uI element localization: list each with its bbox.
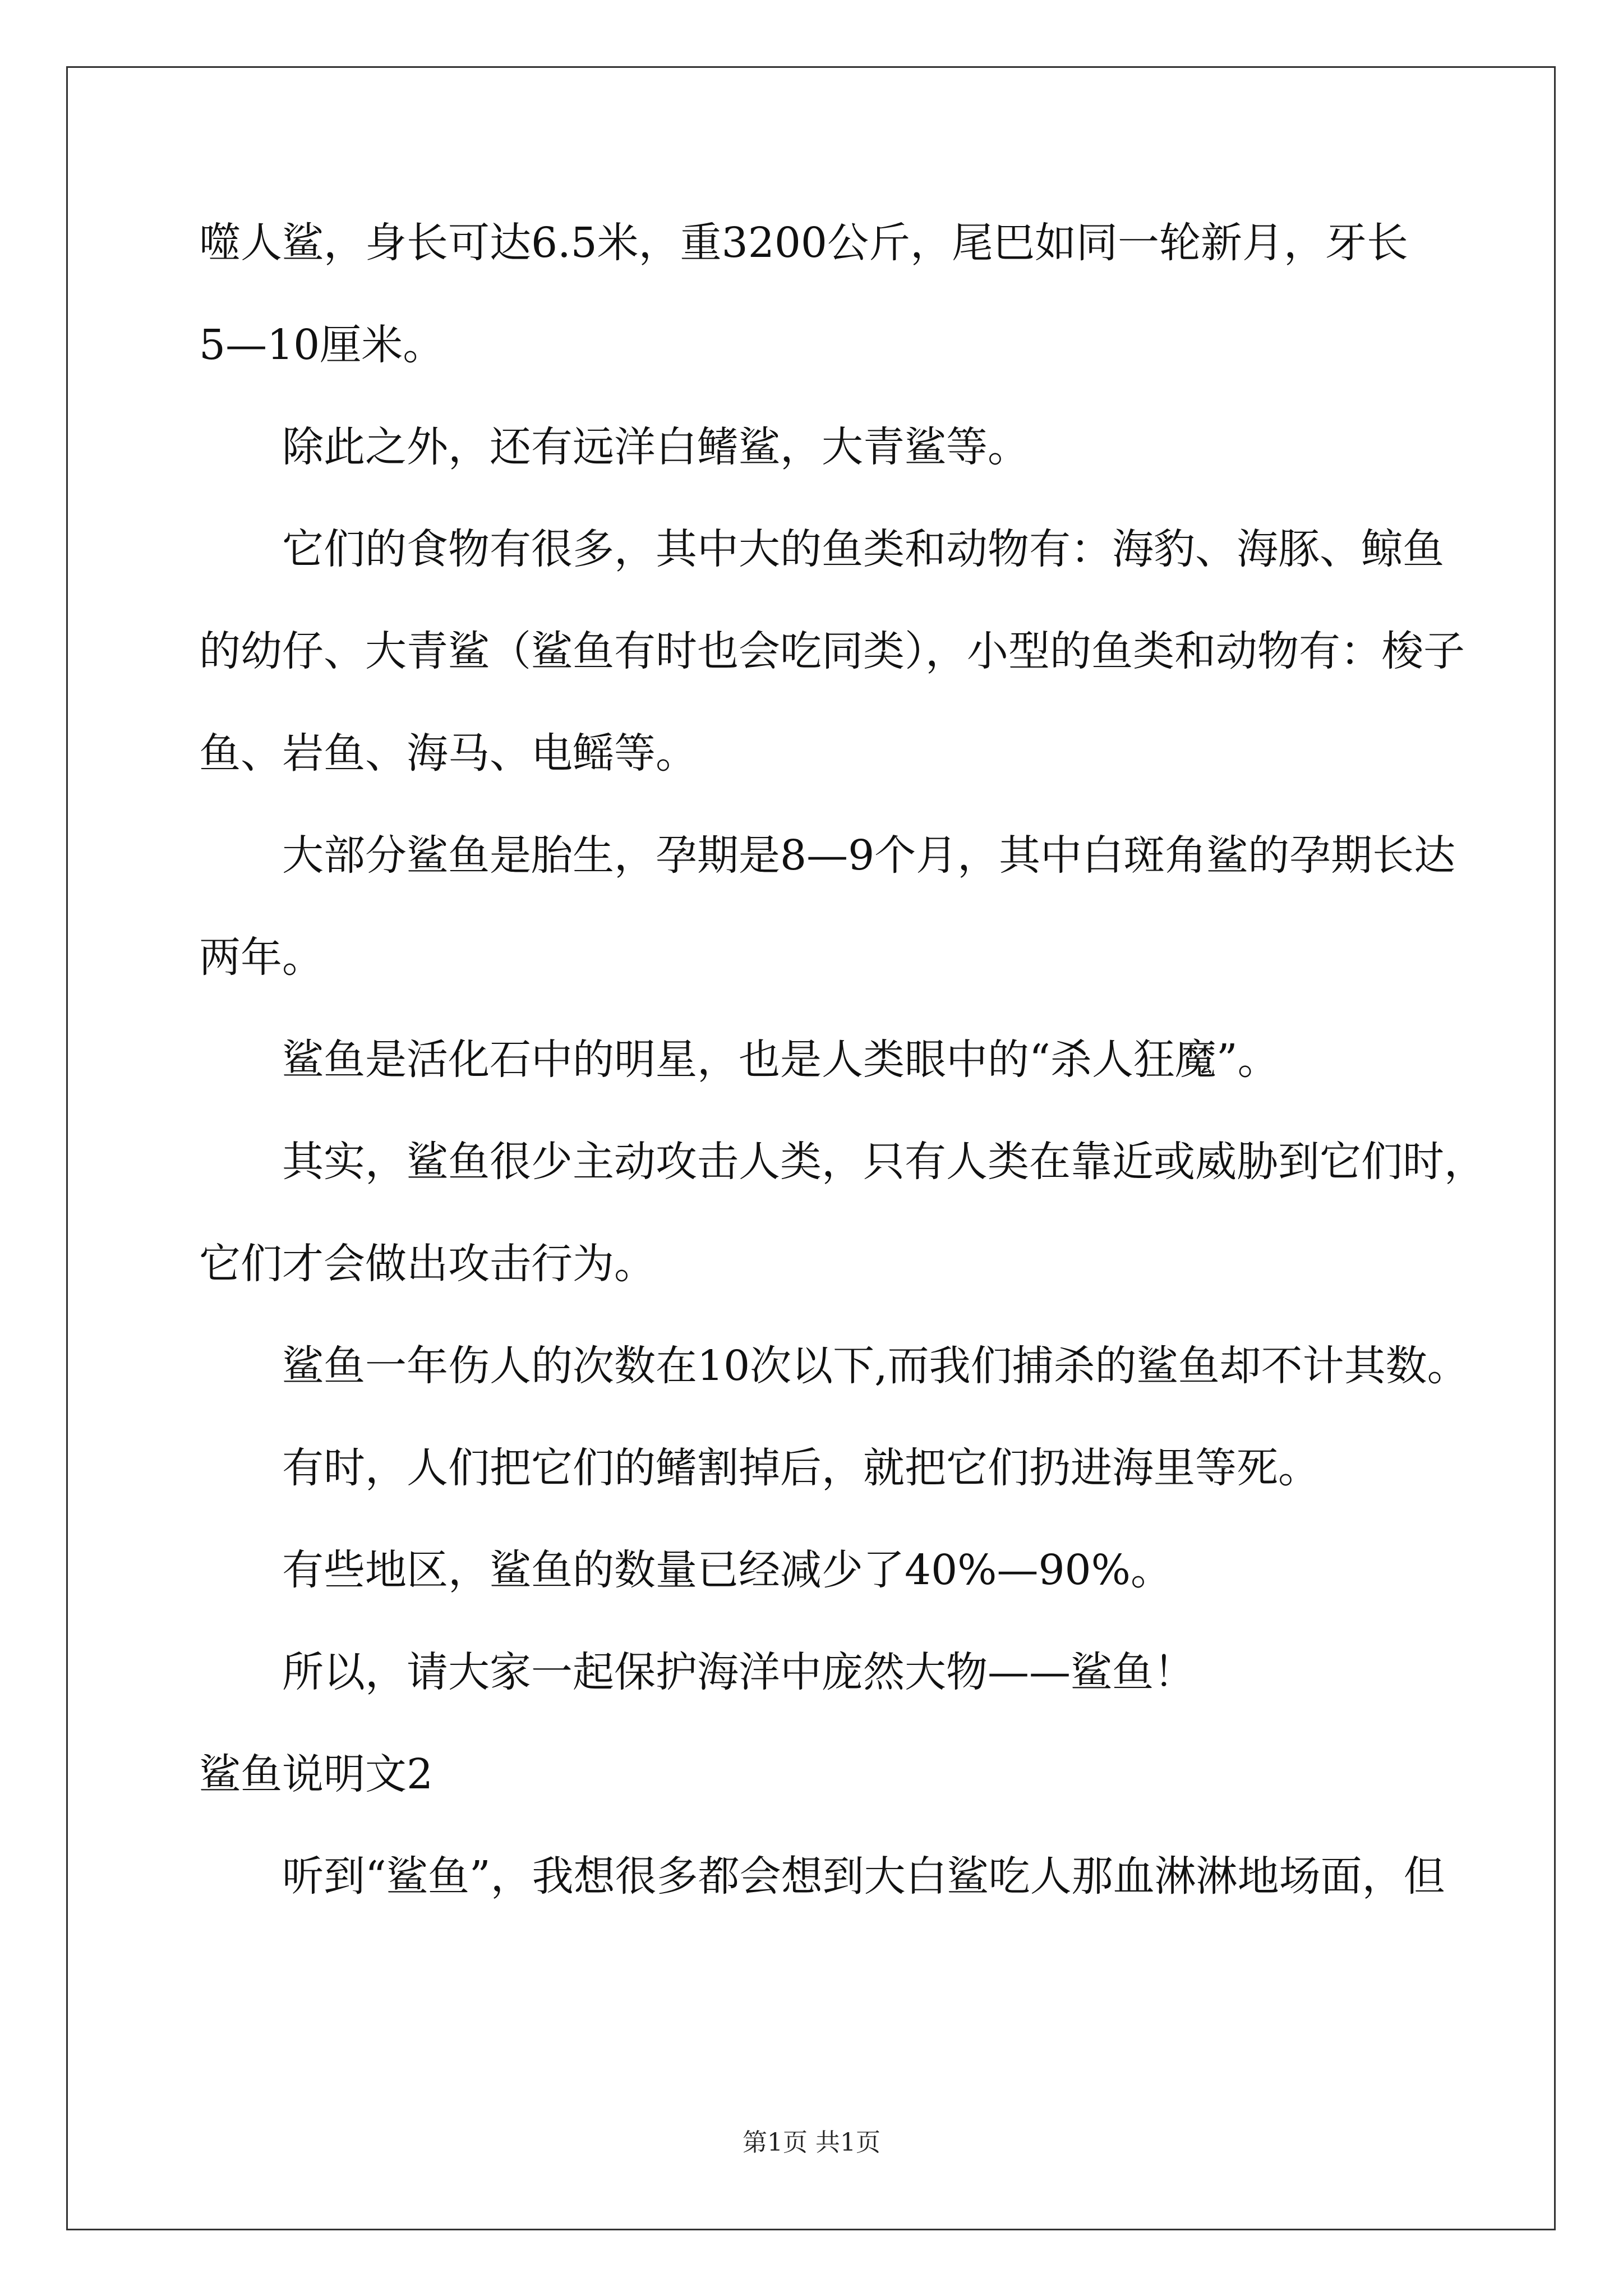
paragraph-line: 听到“鲨鱼”，我想很多都会想到大白鲨吃人那血淋淋地场面，但 xyxy=(282,1852,1445,1901)
text-line: 两年。 xyxy=(199,933,324,982)
text-line: 的幼仔、大青鲨（鲨鱼有时也会吃同类），小型的鱼类和动物有：梭子 xyxy=(199,627,1465,675)
paragraph-line: 鲨鱼一年伤人的次数在10次以下,而我们捕杀的鲨鱼却不计其数。 xyxy=(282,1342,1469,1390)
paragraph-line: 大部分鲨鱼是胎生，孕期是8—9个月，其中白斑角鲨的孕期长达 xyxy=(282,831,1456,880)
paragraph-line: 有些地区，鲨鱼的数量已经减少了40%—90%。 xyxy=(282,1546,1172,1594)
page-footer: 第1页 共1页 xyxy=(743,2128,880,2157)
text-line: 它们才会做出攻击行为。 xyxy=(199,1240,656,1288)
paragraph-line: 除此之外，还有远洋白鳍鲨，大青鲨等。 xyxy=(282,423,1029,471)
text-line: 鱼、岩鱼、海马、电鳐等。 xyxy=(199,729,697,777)
paragraph-line: 所以，请大家一起保护海洋中庞然大物——鲨鱼！ xyxy=(282,1648,1195,1696)
paragraph-line: 鲨鱼是活化石中的明星，也是人类眼中的“杀人狂魔”。 xyxy=(282,1036,1279,1084)
section-heading: 鲨鱼说明文2 xyxy=(199,1750,434,1798)
paragraph-line: 它们的食物有很多，其中大的鱼类和动物有：海豹、海豚、鲸鱼 xyxy=(282,525,1444,573)
text-line: 噬人鲨，身长可达6.5米，重3200公斤，尾巴如同一轮新月，牙长 xyxy=(199,219,1409,267)
paragraph-line: 其实，鲨鱼很少主动攻击人类，只有人类在靠近或威胁到它们时， xyxy=(282,1138,1486,1186)
text-line: 5—10厘米。 xyxy=(199,321,445,369)
paragraph-line: 有时，人们把它们的鳍割掉后，就把它们扔进海里等死。 xyxy=(282,1444,1320,1492)
